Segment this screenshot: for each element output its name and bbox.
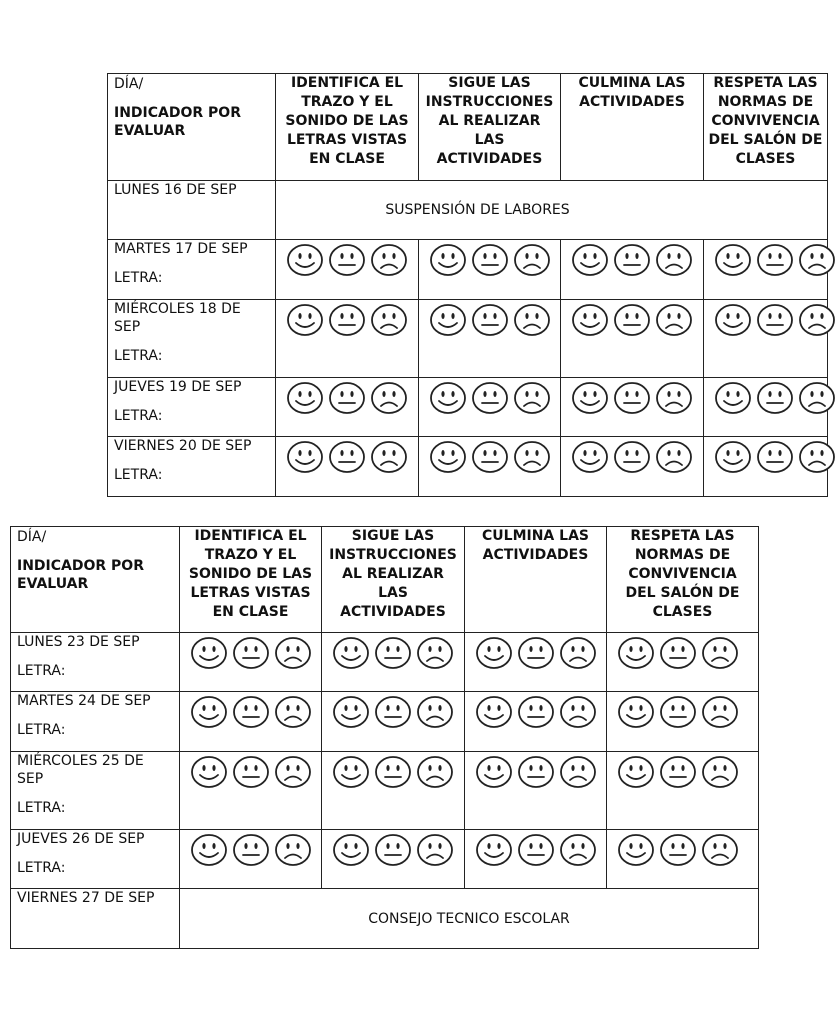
face-cell: [465, 752, 607, 830]
face-scale: [607, 695, 758, 729]
table-row: [108, 240, 828, 300]
day-cell: [108, 240, 276, 300]
neutral-face-icon: [659, 695, 697, 729]
indicator-label: INDICADOR POR EVALUAR: [17, 558, 144, 592]
happy-face-icon: [617, 695, 655, 729]
corner-header-cell: [11, 527, 180, 633]
table-row: [11, 830, 759, 889]
neutral-face-icon: [517, 755, 555, 789]
sad-face-icon: [513, 303, 551, 337]
face-scale: [465, 755, 606, 789]
neutral-face-icon: [328, 243, 366, 277]
sad-face-icon: [559, 636, 597, 670]
neutral-face-icon: [471, 381, 509, 415]
column-header: RESPETA LAS NORMAS DE CONVIVENCIA DEL SALÓN DE CLASES: [704, 74, 828, 181]
day-cell: [108, 378, 276, 437]
happy-face-icon: [332, 833, 370, 867]
neutral-face-icon: [659, 636, 697, 670]
sad-face-icon: [798, 381, 836, 415]
table-row: [108, 181, 828, 240]
face-cell: [607, 752, 759, 830]
face-scale: [561, 243, 703, 277]
face-cell: [465, 830, 607, 889]
indicator-label: INDICADOR POR EVALUAR: [114, 105, 241, 139]
day-name: MARTES 17 DE SEP: [114, 241, 248, 257]
face-scale: [322, 755, 464, 789]
happy-face-icon: [475, 833, 513, 867]
table-row: [11, 692, 759, 752]
face-scale: [276, 303, 418, 337]
face-cell: [419, 437, 561, 497]
neutral-face-icon: [232, 755, 270, 789]
sad-face-icon: [513, 381, 551, 415]
table-row: [11, 633, 759, 692]
sad-face-icon: [701, 833, 739, 867]
sad-face-icon: [416, 695, 454, 729]
table-row: [108, 378, 828, 437]
happy-face-icon: [429, 381, 467, 415]
dia-label: DÍA/: [114, 76, 144, 92]
face-scale: [561, 440, 703, 474]
neutral-face-icon: [232, 695, 270, 729]
face-scale: [704, 303, 827, 337]
happy-face-icon: [190, 636, 228, 670]
happy-face-icon: [190, 833, 228, 867]
happy-face-icon: [429, 303, 467, 337]
face-scale: [180, 636, 321, 670]
sad-face-icon: [416, 636, 454, 670]
happy-face-icon: [429, 440, 467, 474]
face-scale: [465, 833, 606, 867]
face-cell: [322, 692, 465, 752]
face-scale: [419, 440, 560, 474]
face-scale: [419, 243, 560, 277]
day-cell: [11, 692, 180, 752]
column-header: SIGUE LAS INSTRUCCIONES AL REALIZAR LAS ACTIVIDADES: [322, 527, 465, 633]
face-cell: [704, 437, 828, 497]
table-row: [108, 300, 828, 378]
table-row: [11, 889, 759, 949]
face-cell: [704, 240, 828, 300]
sad-face-icon: [274, 695, 312, 729]
face-cell: [322, 830, 465, 889]
header-row: [108, 74, 828, 181]
letra-label: LETRA:: [17, 663, 66, 679]
face-cell: [276, 378, 419, 437]
column-header: IDENTIFICA EL TRAZO Y EL SONIDO DE LAS LETRAS VISTAS EN CLASE: [276, 74, 419, 181]
neutral-face-icon: [517, 833, 555, 867]
face-cell: [607, 692, 759, 752]
face-cell: [704, 300, 828, 378]
day-name: LUNES 16 DE SEP: [114, 182, 237, 198]
sad-face-icon: [798, 303, 836, 337]
face-cell: [419, 240, 561, 300]
letra-label: LETRA:: [17, 800, 66, 816]
face-cell: [419, 300, 561, 378]
happy-face-icon: [571, 303, 609, 337]
sad-face-icon: [370, 381, 408, 415]
sad-face-icon: [701, 695, 739, 729]
face-cell: [561, 437, 704, 497]
face-scale: [607, 636, 758, 670]
happy-face-icon: [190, 755, 228, 789]
day-cell: [11, 752, 180, 830]
face-scale: [607, 755, 758, 789]
sad-face-icon: [798, 440, 836, 474]
happy-face-icon: [714, 381, 752, 415]
neutral-face-icon: [613, 381, 651, 415]
happy-face-icon: [571, 243, 609, 277]
sad-face-icon: [655, 303, 693, 337]
merged-note-cell: [276, 181, 828, 240]
neutral-face-icon: [374, 755, 412, 789]
face-scale: [180, 695, 321, 729]
sad-face-icon: [655, 381, 693, 415]
face-cell: [180, 752, 322, 830]
day-name: JUEVES 19 DE SEP: [114, 379, 242, 395]
face-cell: [180, 692, 322, 752]
face-scale: [322, 636, 464, 670]
face-scale: [704, 243, 827, 277]
face-scale: [322, 833, 464, 867]
week1-evaluation-table: [107, 73, 828, 497]
table-row: [108, 437, 828, 497]
neutral-face-icon: [756, 440, 794, 474]
happy-face-icon: [332, 636, 370, 670]
neutral-face-icon: [756, 303, 794, 337]
sad-face-icon: [274, 833, 312, 867]
neutral-face-icon: [659, 833, 697, 867]
face-cell: [465, 633, 607, 692]
sad-face-icon: [798, 243, 836, 277]
face-scale: [561, 303, 703, 337]
face-scale: [276, 440, 418, 474]
corner-header-cell: [108, 74, 276, 181]
table-row: [11, 752, 759, 830]
face-cell: [322, 752, 465, 830]
sad-face-icon: [655, 440, 693, 474]
column-header: RESPETA LAS NORMAS DE CONVIVENCIA DEL SALÓN DE CLASES: [607, 527, 759, 633]
face-scale: [607, 833, 758, 867]
face-scale: [561, 381, 703, 415]
neutral-face-icon: [471, 243, 509, 277]
letra-label: LETRA:: [114, 348, 163, 364]
face-scale: [276, 381, 418, 415]
day-cell: [11, 889, 180, 949]
face-cell: [419, 378, 561, 437]
sad-face-icon: [701, 636, 739, 670]
sad-face-icon: [416, 755, 454, 789]
merged-note-cell: [180, 889, 759, 949]
day-cell: [108, 300, 276, 378]
column-header: IDENTIFICA EL TRAZO Y EL SONIDO DE LAS LETRAS VISTAS EN CLASE: [180, 527, 322, 633]
sad-face-icon: [274, 636, 312, 670]
column-header: CULMINA LAS ACTIVIDADES: [561, 74, 704, 181]
happy-face-icon: [475, 636, 513, 670]
face-cell: [276, 300, 419, 378]
header-row: [11, 527, 759, 633]
neutral-face-icon: [756, 381, 794, 415]
day-name: MIÉRCOLES 18 DE SEP: [114, 301, 241, 335]
suspension-note: SUSPENSIÓN DE LABORES: [385, 202, 570, 218]
face-cell: [561, 378, 704, 437]
face-scale: [704, 440, 827, 474]
day-name: MIÉRCOLES 25 DE SEP: [17, 753, 144, 787]
happy-face-icon: [332, 695, 370, 729]
neutral-face-icon: [517, 695, 555, 729]
day-cell: [108, 181, 276, 240]
happy-face-icon: [617, 755, 655, 789]
face-scale: [704, 381, 827, 415]
happy-face-icon: [286, 381, 324, 415]
face-cell: [180, 830, 322, 889]
face-scale: [419, 381, 560, 415]
day-cell: [11, 633, 180, 692]
neutral-face-icon: [659, 755, 697, 789]
face-scale: [180, 755, 321, 789]
neutral-face-icon: [471, 440, 509, 474]
face-scale: [322, 695, 464, 729]
day-name: VIERNES 27 DE SEP: [17, 890, 155, 906]
neutral-face-icon: [756, 243, 794, 277]
happy-face-icon: [714, 440, 752, 474]
face-cell: [561, 240, 704, 300]
letra-label: LETRA:: [17, 860, 66, 876]
face-cell: [607, 633, 759, 692]
face-cell: [180, 633, 322, 692]
neutral-face-icon: [374, 636, 412, 670]
happy-face-icon: [429, 243, 467, 277]
face-scale: [276, 243, 418, 277]
sad-face-icon: [559, 755, 597, 789]
face-scale: [465, 695, 606, 729]
day-cell: [11, 830, 180, 889]
neutral-face-icon: [232, 833, 270, 867]
day-name: MARTES 24 DE SEP: [17, 693, 151, 709]
day-name: JUEVES 26 DE SEP: [17, 831, 145, 847]
face-cell: [276, 437, 419, 497]
sad-face-icon: [513, 243, 551, 277]
sad-face-icon: [655, 243, 693, 277]
face-scale: [465, 636, 606, 670]
happy-face-icon: [571, 381, 609, 415]
letra-label: LETRA:: [17, 722, 66, 738]
neutral-face-icon: [517, 636, 555, 670]
sad-face-icon: [370, 440, 408, 474]
sad-face-icon: [370, 243, 408, 277]
neutral-face-icon: [471, 303, 509, 337]
neutral-face-icon: [374, 695, 412, 729]
face-scale: [180, 833, 321, 867]
face-cell: [276, 240, 419, 300]
letra-label: LETRA:: [114, 467, 163, 483]
happy-face-icon: [286, 440, 324, 474]
face-scale: [419, 303, 560, 337]
sad-face-icon: [559, 695, 597, 729]
happy-face-icon: [571, 440, 609, 474]
happy-face-icon: [475, 695, 513, 729]
column-header: SIGUE LAS INSTRUCCIONES AL REALIZAR LAS ACTIVIDADES: [419, 74, 561, 181]
face-cell: [322, 633, 465, 692]
happy-face-icon: [617, 636, 655, 670]
neutral-face-icon: [613, 243, 651, 277]
happy-face-icon: [617, 833, 655, 867]
neutral-face-icon: [328, 303, 366, 337]
happy-face-icon: [190, 695, 228, 729]
face-cell: [465, 692, 607, 752]
neutral-face-icon: [232, 636, 270, 670]
day-name: LUNES 23 DE SEP: [17, 634, 140, 650]
happy-face-icon: [475, 755, 513, 789]
consejo-note: CONSEJO TECNICO ESCOLAR: [368, 910, 570, 927]
week2-evaluation-table: [10, 526, 759, 949]
dia-label: DÍA/: [17, 529, 47, 545]
letra-label: LETRA:: [114, 270, 163, 286]
sad-face-icon: [370, 303, 408, 337]
sad-face-icon: [701, 755, 739, 789]
face-cell: [561, 300, 704, 378]
sad-face-icon: [274, 755, 312, 789]
day-name: VIERNES 20 DE SEP: [114, 438, 252, 454]
happy-face-icon: [286, 243, 324, 277]
face-cell: [704, 378, 828, 437]
face-cell: [607, 830, 759, 889]
sad-face-icon: [559, 833, 597, 867]
happy-face-icon: [332, 755, 370, 789]
letra-label: LETRA:: [114, 408, 163, 424]
happy-face-icon: [714, 243, 752, 277]
happy-face-icon: [714, 303, 752, 337]
neutral-face-icon: [613, 303, 651, 337]
column-header: CULMINA LAS ACTIVIDADES: [465, 527, 607, 633]
neutral-face-icon: [374, 833, 412, 867]
neutral-face-icon: [328, 381, 366, 415]
day-cell: [108, 437, 276, 497]
sad-face-icon: [513, 440, 551, 474]
sad-face-icon: [416, 833, 454, 867]
happy-face-icon: [286, 303, 324, 337]
neutral-face-icon: [328, 440, 366, 474]
neutral-face-icon: [613, 440, 651, 474]
